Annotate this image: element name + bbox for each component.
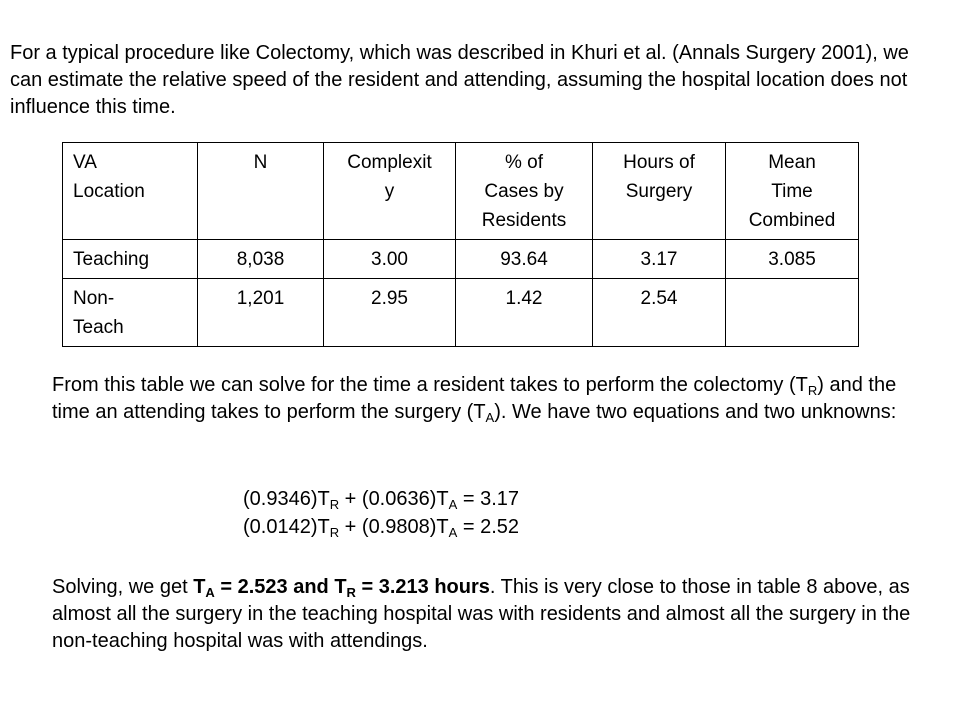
- ta-symbol: T: [193, 576, 206, 598]
- va-location-table: [62, 142, 859, 347]
- cell-pct-residents: 1.42: [456, 279, 593, 347]
- equation-subscript: R: [329, 497, 340, 512]
- intro-paragraph: For a typical procedure like Colectomy, which was described in Khuri et al. (Annals Surgery 2001), we can estimate the relative speed of the resident and attending, assuming the hospital location does not influence this time.: [10, 42, 909, 118]
- equation-term: (0.0142)T: [243, 516, 330, 538]
- equation-term: + (0.9808)T: [339, 516, 449, 538]
- cell-hours: 2.54: [593, 279, 726, 347]
- header-n: N: [198, 143, 324, 240]
- table-row: [63, 240, 859, 279]
- explanation-text-3: ). We have two equations and two unknowns:: [494, 401, 897, 423]
- header-complexity: Complexit y: [324, 143, 456, 240]
- tr-subscript: R: [346, 585, 356, 600]
- equation-term: + (0.0636)T: [339, 488, 449, 510]
- tr-value: = 3.213 hours: [355, 576, 490, 598]
- equation-2: [243, 514, 519, 541]
- explanation-paragraph: [52, 372, 912, 426]
- cell-n: 1,201: [198, 279, 324, 347]
- cell-n: 8,038: [198, 240, 324, 279]
- tr-symbol: T: [334, 576, 347, 598]
- equation-1: [243, 486, 519, 513]
- subscript-a: A: [485, 410, 495, 425]
- equation-term: (0.9346)T: [243, 488, 330, 510]
- cell-mean-time: 3.085: [726, 240, 859, 279]
- cell-complexity: 2.95: [324, 279, 456, 347]
- equation-result: = 3.17: [457, 488, 520, 510]
- cell-location: Teaching: [63, 240, 198, 279]
- solution-paragraph: [52, 574, 912, 655]
- header-hours-surgery: Hours of Surgery: [593, 143, 726, 240]
- cell-location: Non- Teach: [63, 279, 198, 347]
- equation-subscript: A: [448, 497, 458, 512]
- cell-pct-residents: 93.64: [456, 240, 593, 279]
- explanation-text-1: From this table we can solve for the time a resident takes to perform the colectomy (T: [52, 374, 808, 396]
- equation-subscript: A: [448, 525, 458, 540]
- solution-ta: [193, 576, 490, 598]
- subscript-r: R: [807, 383, 818, 398]
- cell-complexity: 3.00: [324, 240, 456, 279]
- ta-value: = 2.523 and: [214, 576, 335, 598]
- header-mean-time-combined: Mean Time Combined: [726, 143, 859, 240]
- cell-mean-time: [726, 279, 859, 347]
- header-va-location: VA Location: [63, 143, 198, 240]
- solution-lead: Solving, we get: [52, 576, 194, 598]
- table-header-row: [63, 143, 859, 240]
- table-row: [63, 279, 859, 347]
- cell-hours: 3.17: [593, 240, 726, 279]
- header-pct-cases-residents: % of Cases by Residents: [456, 143, 593, 240]
- explanation-text-2: ) and the time an attending takes to perform the surgery (T: [52, 374, 897, 423]
- ta-subscript: A: [205, 585, 215, 600]
- equation-result: = 2.52: [457, 516, 520, 538]
- equation-subscript: R: [329, 525, 340, 540]
- solution-rest: . This is very close to those in table 8 above, as almost all the surgery in the teaching hospital was with residents and almost all the surgery in the non-teaching hospital was with attendings.: [52, 576, 911, 652]
